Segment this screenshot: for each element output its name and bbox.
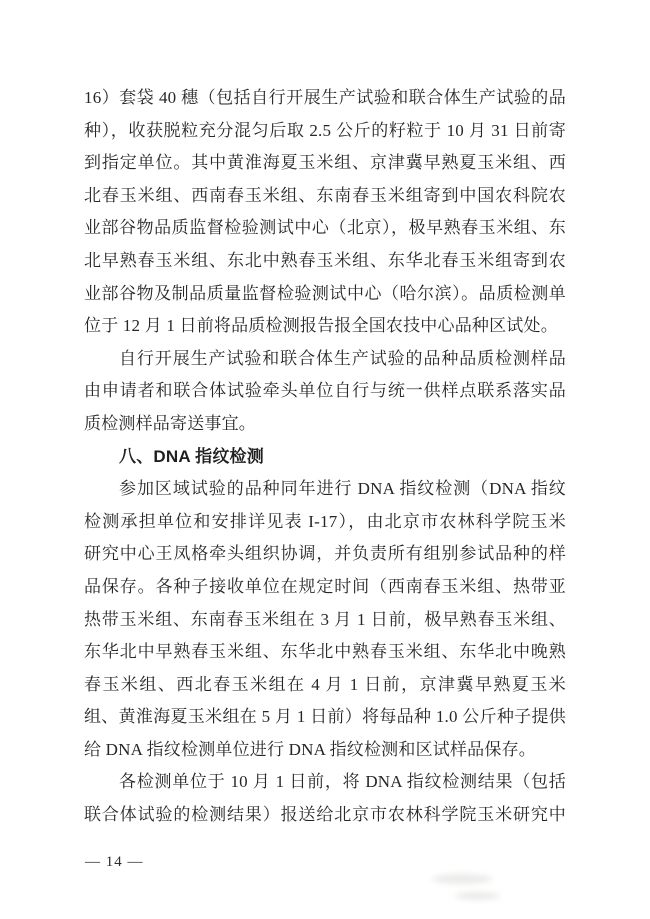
text-line: 联合体试验的检测结果）报送给北京市农林科学院玉米研究中: [84, 805, 566, 825]
text-line: 质检测样品寄送事宜。: [84, 413, 256, 433]
text-line: 业部谷物品质监督检验测试中心（北京），极早熟春玉米组、东: [84, 218, 566, 238]
text-line: 东华北中早熟春玉米组、东华北中熟春玉米组、东华北中晚熟: [84, 642, 566, 662]
text-line: 品保存。各种子接收单位在规定时间（西南春玉米组、热带亚: [84, 576, 566, 596]
text-line: 参加区域试验的品种同年进行 DNA 指纹检测（DNA 指纹: [119, 479, 566, 499]
text-line: 由申请者和联合体试验牵头单位自行与统一供样点联系落实品: [84, 381, 566, 401]
text-line: 北早熟春玉米组、东北中熟春玉米组、东华北春玉米组寄到农: [84, 250, 566, 270]
page-number: — 14 —: [85, 854, 144, 870]
text-line: 春玉米组、西北春玉米组在 4 月 1 日前，京津冀早熟夏玉米: [84, 674, 566, 694]
body-text: [84, 82, 566, 832]
text-line: 研究中心王凤格牵头组织协调，并负责所有组别参试品种的样: [84, 544, 566, 564]
text-line: 自行开展生产试验和联合体生产试验的品种品质检测样品: [119, 348, 566, 368]
text-line: 种），收获脱粒充分混匀后取 2.5 公斤的籽粒于 10 月 31 日前寄: [84, 120, 566, 140]
text-line: 北春玉米组、西南春玉米组、东南春玉米组寄到中国农科院农: [84, 185, 566, 205]
text-line: 热带玉米组、东南春玉米组在 3 月 1 日前，极早熟春玉米组、: [84, 609, 566, 629]
scan-artifact: [455, 892, 500, 900]
text-line: 业部谷物及制品质量监督检验测试中心（哈尔滨）。品质检测单: [84, 283, 566, 303]
text-line: 各检测单位于 10 月 1 日前，将 DNA 指纹检测结果（包括: [119, 772, 566, 792]
text-line: 16）套袋 40 穗（包括自行开展生产试验和联合体生产试验的品: [84, 88, 566, 107]
text-line: 位于 12 月 1 日前将品质检测报告报全国农技中心品种区试处。: [84, 316, 558, 336]
scan-artifact: [432, 874, 492, 884]
text-line: 到指定单位。其中黄淮海夏玉米组、京津冀早熟夏玉米组、西: [84, 153, 566, 173]
text-line: 给 DNA 指纹检测单位进行 DNA 指纹检测和区试样品保存。: [84, 739, 536, 759]
text-line: 检测承担单位和安排详见表 I-17），由北京市农林科学院玉米: [84, 511, 566, 531]
section-heading: 八、DNA 指纹检测: [119, 446, 264, 466]
text-line: 组、黄淮海夏玉米组在 5 月 1 日前）将每品种 1.0 公斤种子提供: [84, 707, 566, 727]
